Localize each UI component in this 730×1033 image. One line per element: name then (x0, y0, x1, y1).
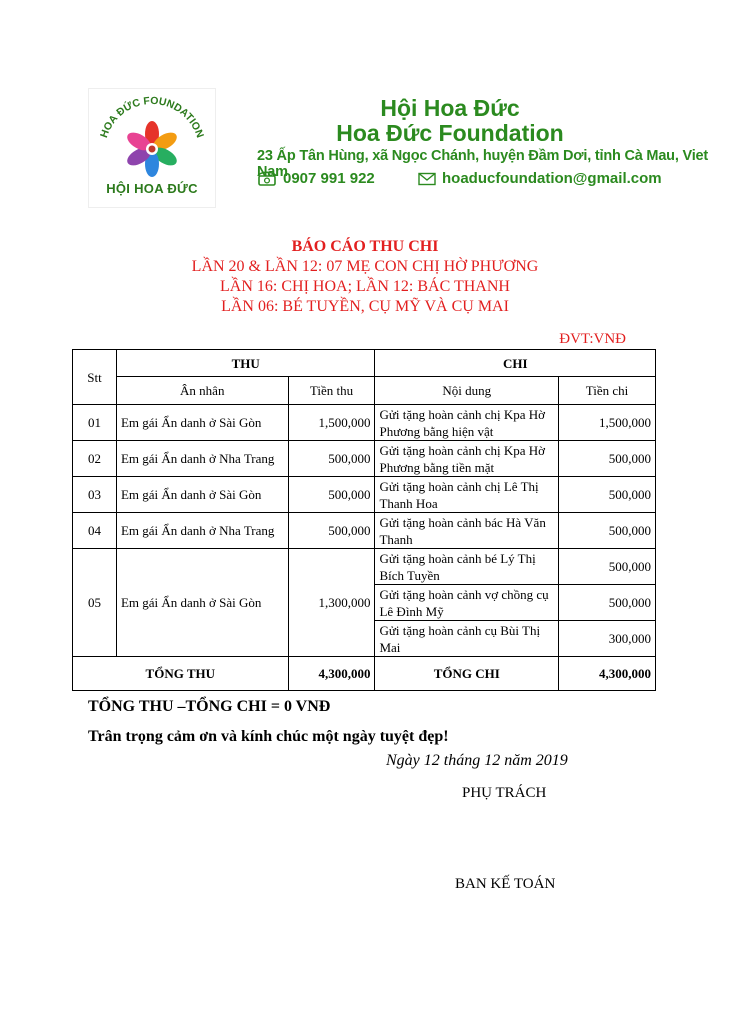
row-donor: Em gái Ẩn danh ở Nha Trang (116, 513, 288, 549)
org-phone (257, 170, 375, 187)
email-address[interactable]: hoaducfoundation@gmail.com (442, 170, 662, 187)
table-row (73, 549, 656, 585)
table-subheader-row (73, 377, 656, 405)
signatory-role: PHỤ TRÁCH (462, 785, 547, 801)
thank-you-note: Trân trọng cảm ơn và kính chúc một ngày tuyệt đẹp! (88, 728, 449, 745)
org-email (418, 170, 662, 187)
row-income: 500,000 (288, 513, 375, 549)
row-content: Gửi tặng hoàn cảnh bé Lý Thị Bích Tuyền (375, 549, 559, 585)
header-expense: Tiền chi (559, 377, 656, 405)
envelope-icon (418, 172, 436, 186)
row-donor: Em gái Ẩn danh ở Sài Gòn (116, 405, 288, 441)
row-expense: 300,000 (559, 621, 656, 657)
income-expense-table (72, 349, 656, 691)
foundation-logo (88, 88, 216, 208)
header-chi: CHI (375, 350, 656, 377)
org-name-english: Hoa Đức Foundation (336, 120, 564, 146)
report-subtitle-2: LẦN 16: CHỊ HOA; LẦN 12: BÁC THANH (220, 278, 510, 295)
row-content: Gửi tặng hoàn cảnh chị Kpa Hờ Phương bằng hiện vật (375, 405, 559, 441)
row-content: Gửi tặng hoàn cảnh vợ chồng cụ Lê Đình Mỹ (375, 585, 559, 621)
row-stt: 02 (73, 441, 117, 477)
total-expense-value: 4,300,000 (559, 657, 656, 691)
row-content: Gửi tặng hoàn cảnh chị Kpa Hờ Phương bằng tiền mặt (375, 441, 559, 477)
report-date: Ngày 12 tháng 12 năm 2019 (386, 752, 568, 769)
total-expense-label: TỔNG CHI (375, 657, 559, 691)
row-stt: 04 (73, 513, 117, 549)
total-income-value: 4,300,000 (288, 657, 375, 691)
phone-number: 0907 991 922 (283, 170, 375, 187)
row-expense: 500,000 (559, 549, 656, 585)
row-expense: 1,500,000 (559, 405, 656, 441)
row-income: 500,000 (288, 477, 375, 513)
row-stt: 05 (73, 549, 117, 657)
row-stt: 01 (73, 405, 117, 441)
header-income: Tiền thu (288, 377, 375, 405)
row-donor: Em gái Ẩn danh ở Sài Gòn (116, 477, 288, 513)
report-subtitle-3: LẦN 06: BÉ TUYỀN, CỤ MỸ VÀ CỤ MAI (221, 298, 509, 315)
currency-unit: ĐVT:VNĐ (559, 331, 626, 347)
table-row (73, 513, 656, 549)
org-name-vietnamese: Hội Hoa Đức (380, 95, 520, 121)
row-income: 1,500,000 (288, 405, 375, 441)
row-expense: 500,000 (559, 513, 656, 549)
table-total-row (73, 657, 656, 691)
header-donor: Ân nhân (116, 377, 288, 405)
logo-arc-text: HOA ĐỨC FOUNDATION (98, 94, 206, 140)
table-row (73, 441, 656, 477)
org-address: 23 Ấp Tân Hùng, xã Ngọc Chánh, huyện Đầm Dơi, tỉnh Cà Mau, Viet Nam (257, 148, 709, 180)
row-income: 1,300,000 (288, 549, 375, 657)
report-subtitle-1: LẦN 20 & LẦN 12: 07 MẸ CON CHỊ HỜ PHƯƠNG (191, 258, 539, 275)
header-content: Nội dung (375, 377, 559, 405)
phone-icon (257, 170, 277, 186)
row-stt: 03 (73, 477, 117, 513)
table-row (73, 477, 656, 513)
row-content: Gửi tặng hoàn cảnh cụ Bùi Thị Mai (375, 621, 559, 657)
letterhead (0, 0, 730, 215)
row-donor: Em gái Ẩn danh ở Nha Trang (116, 441, 288, 477)
logo-bottom-text: HỘI HOA ĐỨC (106, 181, 198, 196)
header-thu: THU (116, 350, 375, 377)
row-income: 500,000 (288, 441, 375, 477)
accounting-department: BAN KẾ TOÁN (455, 876, 556, 892)
row-content: Gửi tặng hoàn cảnh chị Lê Thị Thanh Hoa (375, 477, 559, 513)
row-content: Gửi tặng hoàn cảnh bác Hà Văn Thanh (375, 513, 559, 549)
row-donor: Em gái Ẩn danh ở Sài Gòn (116, 549, 288, 657)
row-expense: 500,000 (559, 585, 656, 621)
table-header-row (73, 350, 656, 377)
header-stt: Stt (73, 350, 117, 405)
report-title-block (0, 236, 730, 317)
row-expense: 500,000 (559, 441, 656, 477)
total-income-label: TỔNG THU (73, 657, 289, 691)
report-title: BÁO CÁO THU CHI (291, 238, 439, 255)
row-expense: 500,000 (559, 477, 656, 513)
balance-summary: TỔNG THU –TỔNG CHI = 0 VNĐ (88, 698, 331, 715)
table-row (73, 405, 656, 441)
